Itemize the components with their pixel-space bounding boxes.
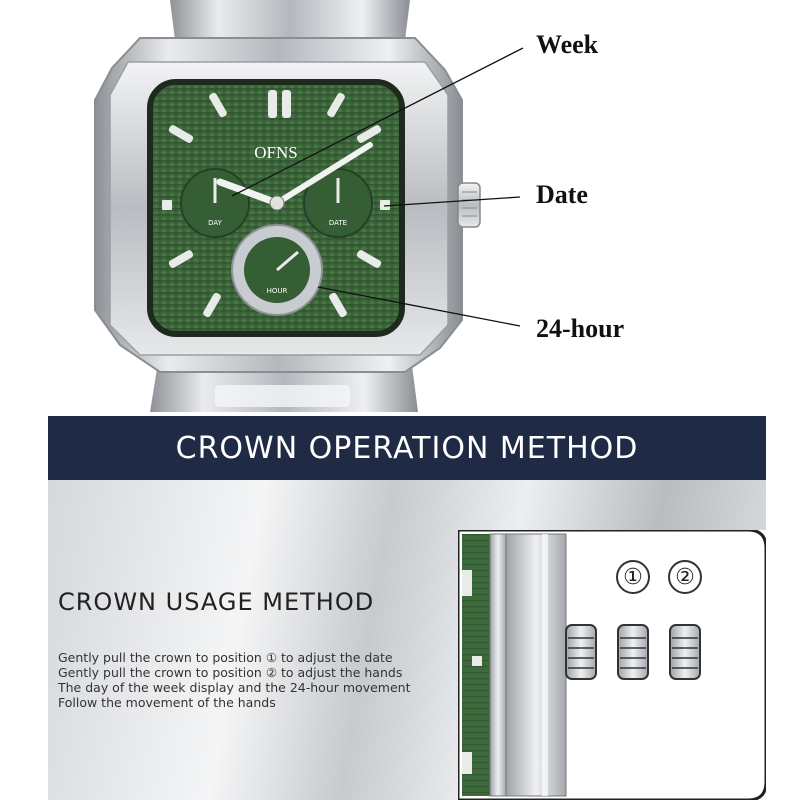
position-one-label: ①	[616, 560, 650, 594]
crown-detail-panel	[458, 530, 766, 800]
usage-title: CROWN USAGE METHOD	[58, 588, 375, 616]
instruction-panel	[48, 480, 766, 800]
hour24-callout: 24-hour	[536, 314, 625, 343]
crown	[458, 183, 480, 227]
usage-line: Gently pull the crown to position ② to adjust the hands	[58, 665, 403, 680]
date-label: DATE	[328, 219, 348, 227]
bracelet-top	[170, 0, 410, 40]
crown-position-0	[566, 625, 596, 679]
crown-position-2	[670, 625, 700, 679]
position-two-label: ②	[668, 560, 702, 594]
date-callout: Date	[536, 180, 588, 209]
section-banner	[48, 416, 766, 480]
brand-logo: OFNS	[254, 143, 298, 162]
usage-line: Follow the movement of the hands	[58, 695, 276, 710]
hour-label: HOUR	[266, 287, 288, 295]
week-callout: Week	[536, 30, 599, 59]
banner-title: CROWN OPERATION METHOD	[175, 430, 639, 466]
usage-line: The day of the week display and the 24-hour movement	[58, 680, 411, 695]
crown-position-1	[618, 625, 648, 679]
usage-instructions	[58, 650, 410, 710]
day-label: DAY	[208, 219, 222, 227]
usage-line: Gently pull the crown to position ① to adjust the date	[58, 650, 393, 665]
crown-detail-graphic	[458, 530, 766, 800]
